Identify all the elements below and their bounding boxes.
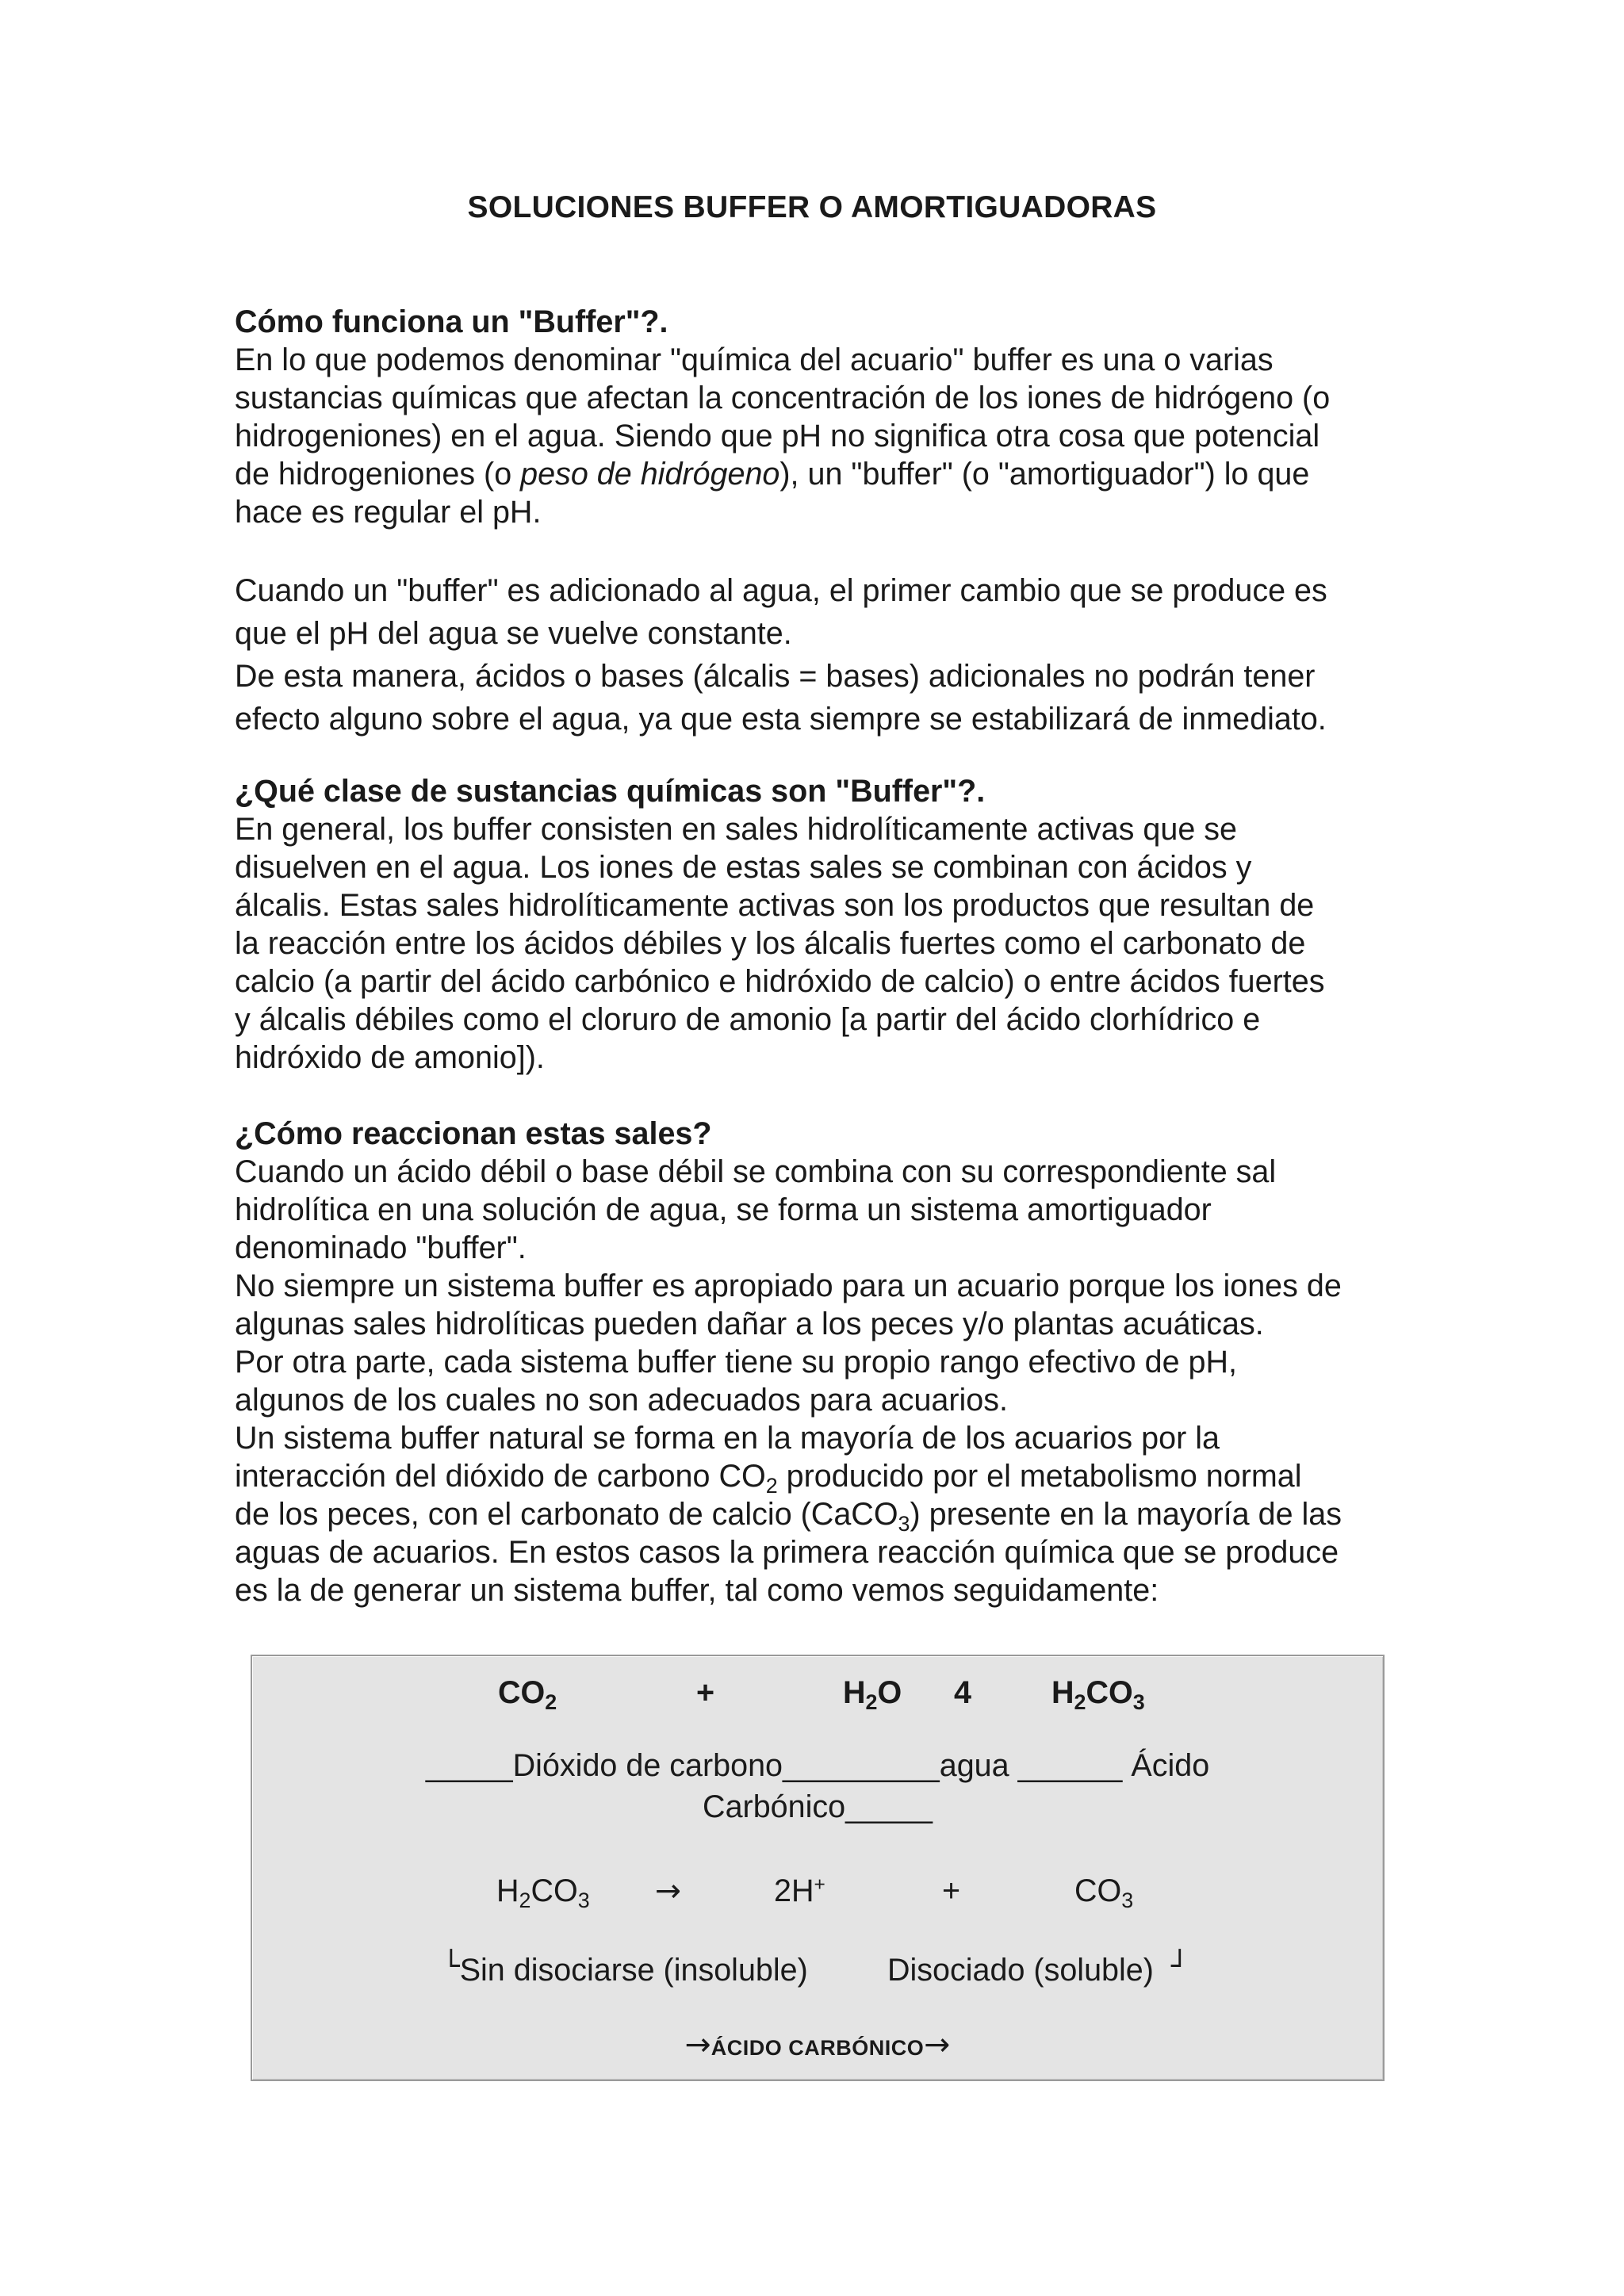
formula-dissociated-label: Disociado (soluble) ┘ <box>887 1950 1189 1988</box>
text-line: No siempre un sistema buffer es apropiado para un acuario porque los iones de <box>235 1269 1342 1303</box>
formula-arrow-symbol: 4 <box>954 1675 971 1710</box>
text-line: En lo que podemos denominar "química del acuario" buffer es una o varias <box>235 342 1274 377</box>
text-line: disuelven en el agua. Los iones de estas sales se combinan con ácidos y <box>235 850 1252 885</box>
formula-plus: + <box>942 1873 961 1908</box>
right-arrow-icon: → <box>655 1873 682 1909</box>
text-line: algunos de los cuales no son adecuados para acuarios. <box>235 1383 1009 1418</box>
text-line: sustancias químicas que afectan la concentración de los iones de hidrógeno (o <box>235 381 1331 415</box>
section-heading-que-clase: ¿Qué clase de sustancias químicas son "Buffer"?. <box>235 774 986 809</box>
text-line: interacción del dióxido de carbono $CO_2$ producido por el metabolismo normal <box>235 1459 1302 1498</box>
formula-plus: + <box>696 1675 715 1710</box>
right-bracket-icon: ┘ <box>1170 1950 1189 1983</box>
italic-term: peso de hidrógeno <box>520 457 780 492</box>
formula-h2co3: $H_2CO_3$ <box>1051 1675 1145 1715</box>
page-title: SOLUCIONES BUFFER O AMORTIGUADORAS <box>467 190 1157 224</box>
text-line: aguas de acuarios. En estos casos la primera reacción química que se produce <box>235 1535 1339 1570</box>
text-line: de los peces, con el carbonato de calcio (CaCO$_3$) presente en la mayoría de las <box>235 1497 1342 1536</box>
left-bracket-icon: └ <box>442 1950 460 1983</box>
formula-h2co3-dissociation: $H_2CO_3$ <box>496 1873 590 1913</box>
section-heading-como-reaccionan: ¿Cómo reaccionan estas sales? <box>235 1116 712 1151</box>
text-line: hidróxido de amonio]). <box>235 1040 545 1075</box>
formula-2h: 2H+ <box>774 1873 825 1908</box>
acido-carbonico-label: ÁCIDO CARBÓNICO <box>710 2036 925 2060</box>
text-line: y álcalis débiles como el cloruro de amonio [a partir del ácido clorhídrico e <box>235 1002 1261 1037</box>
formula-undissociated-label: └Sin disociarse (insoluble) <box>442 1950 808 1988</box>
text-line: Un sistema buffer natural se forma en la mayoría de los acuarios por la <box>235 1421 1220 1456</box>
text-line: De esta manera, ácidos o bases (álcalis = bases) adicionales no podrán tener <box>235 659 1316 694</box>
right-arrow-icon: → <box>684 2026 711 2063</box>
formula-h2o: $H_2O$ <box>843 1675 902 1715</box>
text-line: hidrolítica en una solución de agua, se forma un sistema amortiguador <box>235 1192 1212 1227</box>
text-line: es la de generar un sistema buffer, tal como vemos seguidamente: <box>235 1573 1159 1608</box>
text-line: hidrogeniones) en el agua. Siendo que pH no significa otra cosa que potencial <box>235 419 1320 453</box>
text-line: En general, los buffer consisten en sales hidrolíticamente activas que se <box>235 812 1237 847</box>
text-line: de hidrogeniones (o peso de hidrógeno), un "buffer" (o "amortiguador") lo que <box>235 457 1310 492</box>
text-line: calcio (a partir del ácido carbónico e hidróxido de calcio) o entre ácidos fuertes <box>235 964 1325 999</box>
text-line: efecto alguno sobre el agua, ya que esta siempre se estabilizará de inmediato. <box>235 702 1327 737</box>
text-line: hace es regular el pH. <box>235 495 542 530</box>
text-line: Por otra parte, cada sistema buffer tiene su propio rango efectivo de pH, <box>235 1345 1237 1380</box>
formula-co2: $CO_2$ <box>498 1675 557 1715</box>
formula-co3: $CO_3$ <box>1074 1873 1134 1913</box>
text-line: álcalis. Estas sales hidrolíticamente activas son los productos que resultan de <box>235 888 1315 923</box>
right-arrow-icon: → <box>924 2026 951 2063</box>
section-heading-como-funciona: Cómo funciona un "Buffer"?. <box>235 304 668 339</box>
formula-names-line: _____Dióxido de carbono_________agua ______ Ácido <box>425 1748 1210 1783</box>
formula-names-line: Carbónico_____ <box>703 1789 933 1824</box>
document-body <box>235 303 1424 1609</box>
text-line: la reacción entre los ácidos débiles y los álcalis fuertes como el carbonato de <box>235 926 1306 961</box>
text-line: Cuando un "buffer" es adicionado al agua, el primer cambio que se produce es <box>235 573 1327 608</box>
text-line: algunas sales hidrolíticas pueden dañar a los peces y/o plantas acuáticas. <box>235 1307 1264 1341</box>
text-line: Cuando un ácido débil o base débil se combina con su correspondiente sal <box>235 1154 1277 1189</box>
formula-footer <box>252 2026 1383 2067</box>
text-line: que el pH del agua se vuelve constante. <box>235 616 792 651</box>
text-line: denominado "buffer". <box>235 1230 527 1265</box>
formula-box <box>251 1655 1385 2081</box>
